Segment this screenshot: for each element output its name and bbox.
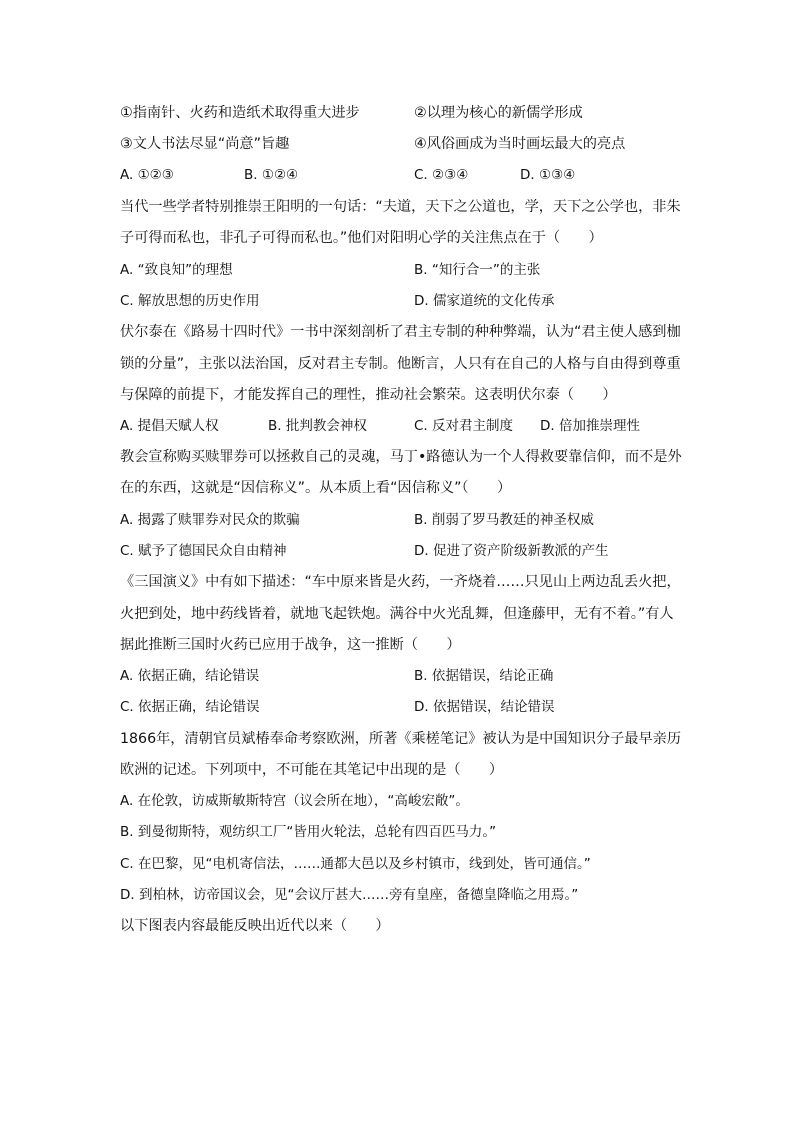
question-a-option-b: B. ①②④ <box>244 167 299 183</box>
question-b-option-c: C. 解放思想的历史作用 <box>120 293 260 309</box>
question-e-stem-3: 据此推断三国时火药已应用于战争，这一推断（ ） <box>120 637 461 653</box>
question-c-stem-1: 伏尔泰在《路易十四时代》一书中深刻剖析了君主专制的种种弊端，认为“君主使人感到枷 <box>120 324 681 340</box>
question-f-stem-2: 欧洲的记述。下列项中，不可能在其笔记中出现的是（ ） <box>120 762 504 778</box>
question-e-stem-1: 《三国演义》中有如下描述：“车中原来皆是火药，一齐烧着……只见山上两边乱丢火把， <box>120 574 681 590</box>
question-g-stem-1: 以下图表内容最能反映出近代以来（ ） <box>120 918 390 934</box>
question-b-option-b: B. “知行合一”的主张 <box>414 262 541 278</box>
question-d-option-d: D. 促进了资产阶级新教派的产生 <box>414 543 609 559</box>
question-d-stem-1: 教会宣称购买赎罪券可以拯救自己的灵魂，马丁•路德认为一个人得救要靠信仰，而不是外 <box>120 449 682 465</box>
question-d-option-b: B. 削弱了罗马教廷的神圣权威 <box>414 512 594 528</box>
question-c-option-b: B. 批判教会神权 <box>268 418 367 434</box>
question-a-item-1: ①指南针、火药和造纸术取得重大进步 <box>120 105 360 121</box>
question-f-option-a: A. 在伦敦，访威斯敏斯特宫（议会所在地），“高峻宏敞”。 <box>120 793 469 809</box>
question-c-option-a: A. 提倡天赋人权 <box>120 418 219 434</box>
question-a-option-c: C. ②③④ <box>414 167 469 183</box>
question-a-option-a: A. ①②③ <box>120 167 174 183</box>
question-a-option-d: D. ①③④ <box>520 167 576 183</box>
question-c-option-c: C. 反对君主制度 <box>414 418 514 434</box>
question-a-item-3: ③文人书法尽显“尚意”旨趣 <box>120 136 290 152</box>
question-f-stem-1: 1866年，清朝官员斌椿奉命考察欧洲，所著《乘槎笔记》被认为是中国知识分子最早亲历 <box>120 731 682 747</box>
question-c-stem-2: 锁的分量”，主张以法治国，反对君主专制。他断言，人只有在自己的人格与自由得到尊重 <box>120 356 681 372</box>
question-f-option-c: C. 在巴黎，见“电机寄信法，……通都大邑以及乡村镇市，线到处，皆可通信。” <box>120 856 591 872</box>
question-b-option-a: A. “致良知”的理想 <box>120 262 233 278</box>
question-e-option-d: D. 依据错误，结论错误 <box>414 699 555 715</box>
question-f-option-b: B. 到曼彻斯特，观纺织工厂“皆用火轮法，总轮有四百匹马力。” <box>120 824 497 840</box>
question-d-option-a: A. 揭露了赎罪券对民众的欺骗 <box>120 512 300 528</box>
question-b-option-d: D. 儒家道统的文化传承 <box>414 293 555 309</box>
question-d-option-c: C. 赋予了德国民众自由精神 <box>120 543 287 559</box>
question-e-stem-2: 火把到处，地中药线皆着，就地飞起铁炮。满谷中火光乱舞，但逢藤甲，无有不着。”有人 <box>120 606 674 622</box>
question-e-option-c: C. 依据正确，结论错误 <box>120 699 260 715</box>
question-c-option-d: D. 倍加推崇理性 <box>540 418 640 434</box>
question-e-option-a: A. 依据正确，结论错误 <box>120 668 260 684</box>
question-e-option-b: B. 依据错误，结论正确 <box>414 668 554 684</box>
question-c-stem-3: 与保障的前提下，才能发挥自己的理性，推动社会繁荣。这表明伏尔泰（ ） <box>120 387 617 403</box>
question-b-stem-1: 当代一些学者特别推崇王阳明的一句话：“夫道，天下之公道也，学，天下之公学也，非朱 <box>120 199 681 215</box>
question-a-item-2: ②以理为核心的新儒学形成 <box>414 105 583 121</box>
question-f-option-d: D. 到柏林，访帝国议会，见“会议厅甚大……旁有皇座，备德皇降临之用焉。” <box>120 887 579 903</box>
question-d-stem-2: 在的东西，这就是“因信称义”。从本质上看“因信称义”（ ） <box>120 480 512 496</box>
question-a-item-4: ④风俗画成为当时画坛最大的亮点 <box>414 136 626 152</box>
question-b-stem-2: 子可得而私也，非孔子可得而私也。”他们对阳明心学的关注焦点在于（ ） <box>120 230 603 246</box>
